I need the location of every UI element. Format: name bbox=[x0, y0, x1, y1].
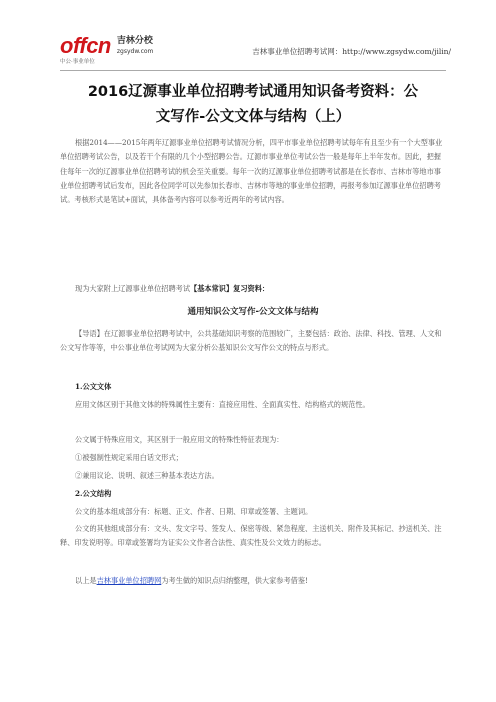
attach-prefix: 现为大家附上辽源事业单位招聘考试 bbox=[75, 284, 191, 293]
attach-bold: 【基本常识】复习资料： bbox=[190, 284, 270, 293]
section-2-title: 2.公文结构 bbox=[75, 489, 112, 498]
header-site-text: 吉林事业单位招聘考试网：http://www.zgsydw.com/jilin/ bbox=[252, 47, 451, 56]
offcn-logo bbox=[60, 33, 154, 65]
page-title bbox=[60, 80, 446, 130]
section-1-item-1: ①被强制性规定采用白话文形式； bbox=[75, 453, 183, 462]
section-1-para-1: 应用文体区别于其他文体的特殊属性主要有：直接应用性、全面真实性、结构格式的规范性。 bbox=[75, 400, 370, 409]
attach-line bbox=[60, 282, 446, 296]
section-1-title: 1.公文文体 bbox=[75, 382, 112, 391]
outro-paragraph bbox=[60, 574, 446, 588]
section-1-para-2: 公文属于特殊应用文，其区别于一般应用文的特殊性特征表现为： bbox=[75, 435, 284, 444]
logo-wordmark: offcn bbox=[60, 33, 111, 58]
section-1-item-2: ②兼用议论、说明、叙述三种基本表达方法。 bbox=[75, 471, 219, 480]
logo-branch: 吉林分校 bbox=[116, 36, 153, 46]
outro-suffix: 为考生做的知识点归纳整理，供大家参考借鉴! bbox=[161, 576, 308, 585]
section-2-para-2: 公文的其他组成部分有：文头、发文字号、签发人、保密等级、紧急程度、主送机关、附件及其标记、抄送机关、注释、印发说明等。印章或签署均为证实公文作者合法性、真实性及公文效力的标志。 bbox=[60, 524, 442, 548]
section-2-para-1: 公文的基本组成部分有：标题、正文、作者、日期、印章或签署、主题词。 bbox=[75, 507, 313, 516]
logo-subtitle: 中公·事业单位 bbox=[60, 59, 95, 65]
header-divider bbox=[60, 70, 446, 71]
section-subtitle: 通用知识公文写作-公文文体与结构 bbox=[187, 307, 319, 317]
title-line-2: 文写作-公文文体与结构（上） bbox=[155, 109, 351, 125]
logo-domain: zgsydw.com bbox=[116, 48, 154, 55]
page-header bbox=[60, 33, 451, 68]
title-line-1: 2016辽源事业单位招聘考试通用知识备考资料：公 bbox=[87, 84, 419, 100]
site-link[interactable]: 吉林事业单位招聘网 bbox=[96, 576, 162, 585]
lead-paragraph: 【导语】在辽源事业单位招聘考试中，公共基础知识考察的范围较广，主要包括：政治、法律、科技、管理、人文和公文写作等等，中公事业单位考试网为大家分析公基知识公文写作公文的特点与形式。 bbox=[60, 329, 442, 353]
outro-prefix: 以上是 bbox=[75, 576, 97, 585]
intro-paragraph: 根据2014——2015年两年辽源事业单位招聘考试情况分析，四平市事业单位招聘考试每年有且至少有一个大型事业单位招聘考试公告，以及若干个有限的几个小型招聘公告。辽源市事业单位考试公告一般是每年上半年发布。因此，把握住每年一次的辽源事业单位招聘考试的机会至关重要。每年一次的辽源事业单位招聘考试都是在长春市、吉林市等地市事业单位招聘考试后发布，因此各位同学可以先参加长春市、吉林市等地的事业单位招聘，再报考参加辽源事业单位招聘考试。考核形式是笔试+面试，具体备考内容可以参考近两年的考试内容。 bbox=[60, 138, 443, 205]
